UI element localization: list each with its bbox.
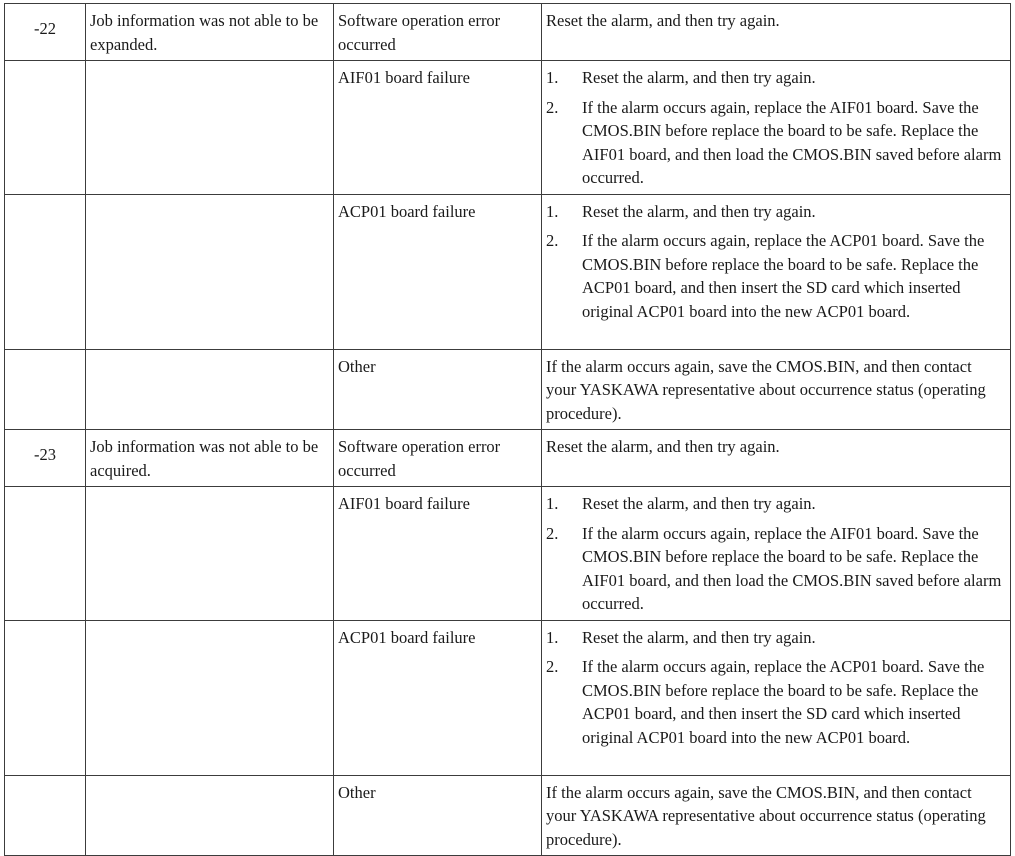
- remedy-cell: If the alarm occurs again, save the CMOS.BIN, and then contact your YASKAWA representative about occurrence status (operating procedure).: [542, 775, 1011, 856]
- step-text: If the alarm occurs again, replace the ACP01 board. Save the CMOS.BIN before replace the board to be safe. Replace the ACP01 board, and then insert the SD card which inserted original ACP01 board into the new ACP01 board.: [582, 231, 985, 321]
- alarm-info: Job information was not able to be expanded.: [86, 4, 334, 61]
- step-number: 1.: [546, 201, 559, 221]
- step-text: If the alarm occurs again, replace the AIF01 board. Save the CMOS.BIN before replace the board to be safe. Replace the AIF01 board, and then load the CMOS.BIN saved before alarm occurred.: [582, 523, 1002, 613]
- remedy-cell: [542, 194, 1011, 349]
- cause-cell: Other: [334, 349, 542, 430]
- step-number: 2.: [546, 231, 559, 250]
- step-number: 1.: [546, 68, 559, 87]
- table-row: [5, 430, 1011, 487]
- alarm-table: [4, 3, 1011, 856]
- alarm-code: [5, 194, 86, 349]
- step-text: Reset the alarm, and then try again.: [582, 494, 816, 513]
- step-text: If the alarm occurs again, replace the AIF01 board. Save the CMOS.BIN before replace the board to be safe. Replace the AIF01 board, and then load the CMOS.BIN saved before alarm occurred.: [582, 97, 1002, 187]
- alarm-info: Job information was not able to be acquired.: [86, 430, 334, 487]
- step-item: [546, 229, 1006, 323]
- alarm-info: [86, 775, 334, 856]
- remedy-steps: [546, 200, 1006, 324]
- alarm-info: [86, 487, 334, 621]
- step-number: 2.: [546, 97, 559, 117]
- remedy-steps: [546, 66, 1006, 190]
- alarm-info: [86, 620, 334, 775]
- alarm-info: [86, 61, 334, 195]
- alarm-code: [5, 620, 86, 775]
- cause-cell: Software operation error occurred: [334, 430, 542, 487]
- remedy-steps: [546, 626, 1006, 750]
- step-number: 1.: [546, 627, 559, 647]
- step-text: Reset the alarm, and then try again.: [582, 68, 816, 87]
- step-item: [546, 96, 1006, 190]
- remedy-cell: [542, 487, 1011, 621]
- step-number: 2.: [546, 523, 559, 543]
- remedy-cell: [542, 620, 1011, 775]
- step-item: [546, 655, 1006, 749]
- step-text: Reset the alarm, and then try again.: [582, 627, 816, 647]
- table-row: [5, 194, 1011, 349]
- cause-cell: AIF01 board failure: [334, 487, 542, 621]
- cause-cell: AIF01 board failure: [334, 61, 542, 195]
- remedy-cell: Reset the alarm, and then try again.: [542, 430, 1011, 487]
- alarm-code: [5, 349, 86, 430]
- step-item: [546, 66, 1006, 90]
- table-row: [5, 349, 1011, 430]
- cause-cell: Software operation error occurred: [334, 4, 542, 61]
- alarm-code: [5, 775, 86, 856]
- step-item: [546, 522, 1006, 616]
- table-row: [5, 4, 1011, 61]
- step-text: Reset the alarm, and then try again.: [582, 201, 816, 221]
- alarm-code: -23: [5, 430, 86, 487]
- step-item: [546, 626, 1006, 650]
- alarm-code: -22: [5, 4, 86, 61]
- remedy-steps: [546, 492, 1006, 616]
- table-row: [5, 61, 1011, 195]
- step-number: 1.: [546, 494, 559, 513]
- remedy-cell: If the alarm occurs again, save the CMOS.BIN, and then contact your YASKAWA representative about occurrence status (operating procedure).: [542, 349, 1011, 430]
- remedy-cell: Reset the alarm, and then try again.: [542, 4, 1011, 61]
- alarm-code: [5, 61, 86, 195]
- step-text: If the alarm occurs again, replace the ACP01 board. Save the CMOS.BIN before replace the board to be safe. Replace the ACP01 board, and then insert the SD card which inserted original ACP01 board into the new ACP01 board.: [582, 657, 985, 747]
- table-row: [5, 775, 1011, 856]
- step-item: [546, 492, 1006, 516]
- alarm-code: [5, 487, 86, 621]
- cause-cell: ACP01 board failure: [334, 194, 542, 349]
- alarm-info: [86, 349, 334, 430]
- step-number: 2.: [546, 657, 559, 676]
- alarm-info: [86, 194, 334, 349]
- cause-cell: ACP01 board failure: [334, 620, 542, 775]
- cause-cell: Other: [334, 775, 542, 856]
- table-row: [5, 620, 1011, 775]
- remedy-cell: [542, 61, 1011, 195]
- step-item: [546, 200, 1006, 224]
- table-row: [5, 487, 1011, 621]
